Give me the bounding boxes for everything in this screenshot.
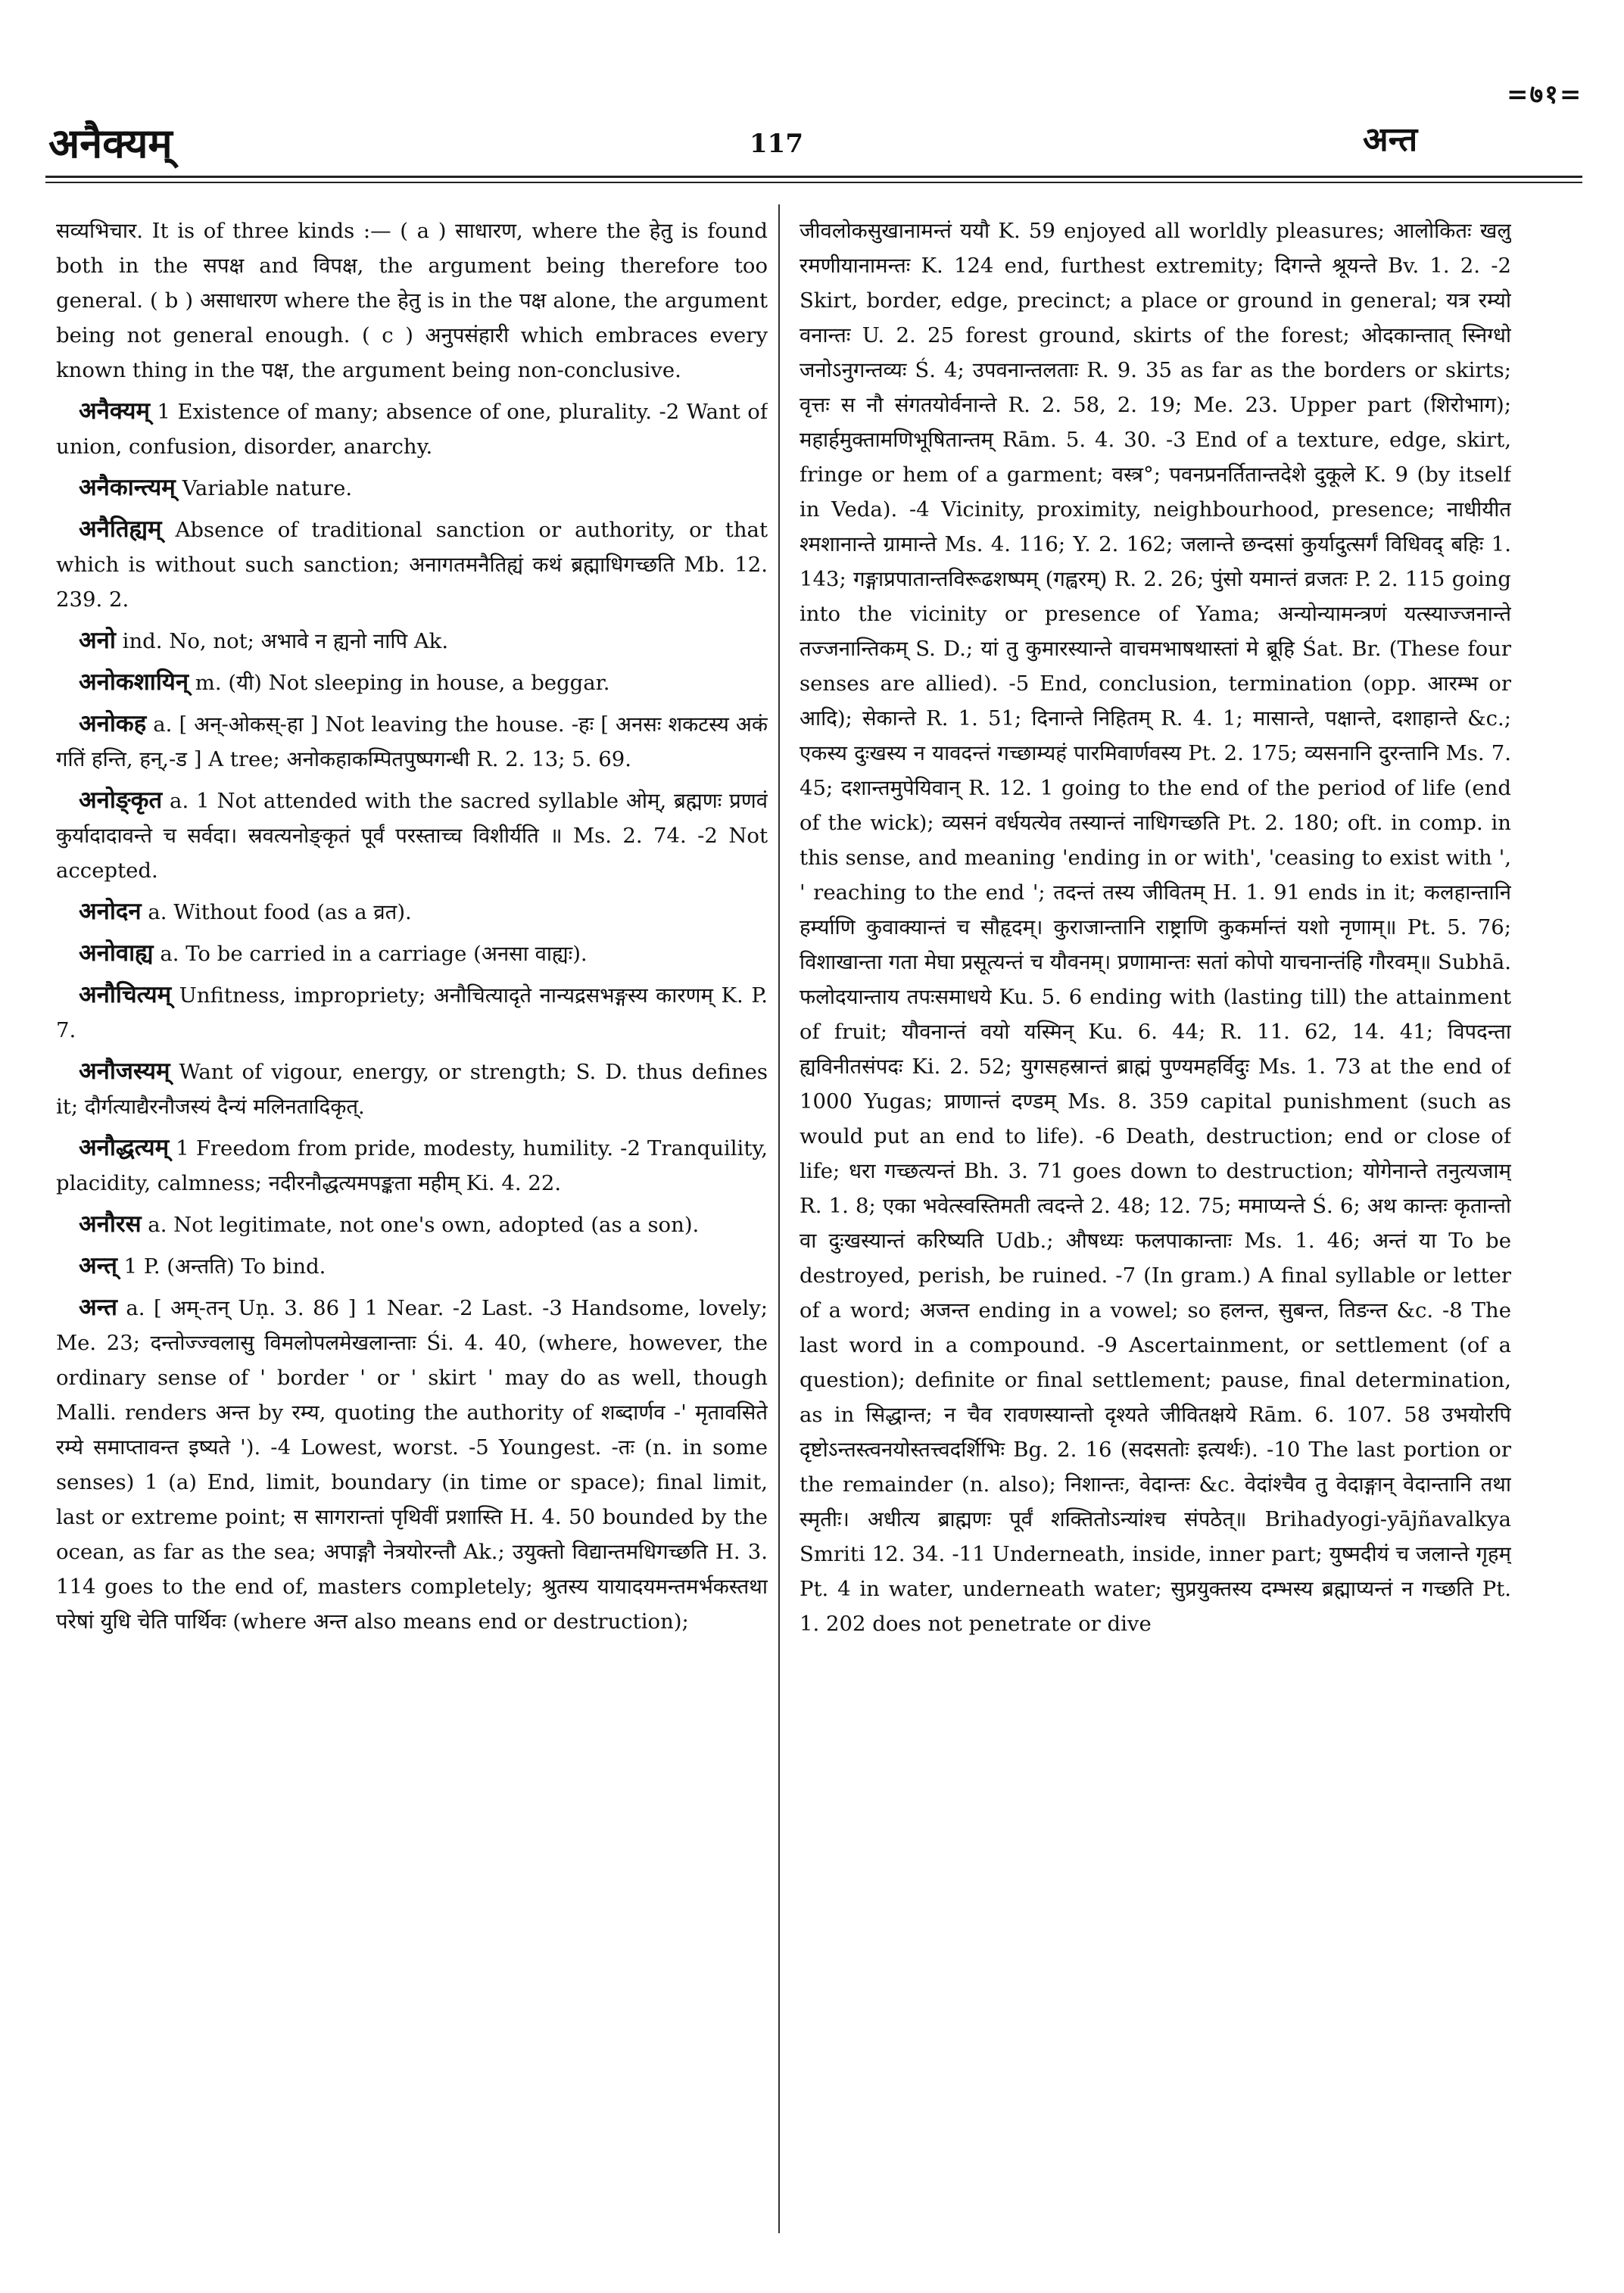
headword: अनोङ्कृत — [79, 787, 163, 814]
headword: अनैक्यम् — [79, 397, 150, 425]
left-column — [56, 213, 768, 2242]
column-divider — [778, 204, 780, 2233]
headword: अनैतिह्यम् — [79, 516, 162, 543]
entry: अनैक्यम् 1 Existence of many; absence of one, plurality. -2 Want of union, confusion, disorder, anarchy. — [56, 397, 768, 459]
headword: अनोवाह्य — [79, 939, 154, 967]
header-rule-thin — [45, 182, 1582, 183]
right-running-headword: अन्त — [1363, 120, 1418, 159]
entry: अनौजस्यम् Want of vigour, energy, or strength; S. D. thus defines it; दौर्गत्याद्यैरनौजस्यं दैन्यं मलिनतादिकृत्. — [56, 1058, 768, 1119]
entry: अनोकह a. [ अन्-ओकस्-हा ] Not leaving the house. -हः [ अनसः शकटस्य अकं गतिं हन्ति, हन्,-ड ] A tree; अनोकहाकम्पितपुष्पगन्धी R. 2. 13; 5. 69. — [56, 710, 768, 771]
headword: अनौरस — [79, 1210, 142, 1238]
entry: अनौरस a. Not legitimate, not one's own, adopted (as a son). — [79, 1210, 700, 1238]
headword: अनो — [79, 627, 116, 654]
entry: अनौद्धत्यम् 1 Freedom from pride, modesty, humility. -2 Tranquility, placidity, calmness; नदीरनौद्धत्यमपङ्कता महीम् Ki. 4. 22. — [56, 1134, 768, 1195]
headword: अन्त — [79, 1294, 117, 1321]
page-number: 117 — [750, 129, 803, 159]
headword: अनैकान्त्यम् — [79, 474, 176, 501]
left-running-headword: अनैक्यम् — [48, 119, 173, 167]
headword: अनौद्धत्यम् — [79, 1134, 170, 1161]
right-column — [800, 213, 1511, 2242]
entry: अनोङ्कृत a. 1 Not attended with the sacred syllable ओम्, ब्रह्मणः प्रणवं कुर्यादादावन्ते च सर्वदा। स्रवत्यनोङ्कृतं पूर्वं परस्ताच्च विशीर्यति ॥ Ms. 2. 74. -2 Not accepted. — [56, 787, 768, 883]
entry: अनोदन a. Without food (as a व्रत). — [79, 898, 412, 925]
headword: अनौजस्यम् — [79, 1058, 170, 1085]
corner-mark: =७१= — [1507, 79, 1583, 110]
entry: अन्त a. [ अम्-तन् Uṇ. 3. 86 ] 1 Near. -2 Last. -3 Handsome, lovely; Me. 23; दन्तोज्ज्वलासु विमलोपलमेखलान्ताः Śi. 4. 40, (where, however, the ordinary sense of ' border ' or ' skirt ' may do as well, though Malli. renders अन्त by रम्य, quoting the authority of शब्दार्णव -' मृतावसिते रम्ये समाप्तावन्त इष्यते '). -4 Lowest, worst. -5 Youngest. -तः (n. in some senses) 1 (a) End, limit, boundary (in time or space); final limit, last or extreme point; स सागरान्तां पृथिवीं प्रशास्ति H. 4. 50 bounded by the ocean, as far as the sea; अपाङ्गौ नेत्रयोरन्तौ Ak.; उयुक्तो विद्यान्तमधिगच्छति H. 3. 114 goes to the end of, masters completely; श्रुतस्य यायादयमन्तमर्भकस्तथा परेषां युधि चेति पार्थिवः (where अन्त also means end or destruction); — [56, 1294, 768, 1634]
entry-continued: सव्यभिचार. It is of three kinds :— ( a ) साधारण, where the हेतु is found both in the सपक्ष and विपक्ष, the argument being therefore too general. ( b ) असाधारण where the हेतु is in the पक्ष alone, the argument being not general enough. ( c ) अनुपसंहारी which embraces every known thing in the पक्ष, the argument being non-conclusive. — [56, 219, 768, 382]
headword: अन्त् — [79, 1252, 117, 1279]
header-rule — [45, 176, 1582, 178]
headword: अनोकशायिन् — [79, 668, 189, 696]
headword: अनोकह — [79, 710, 147, 737]
entry: अन्त् 1 P. (अन्तति) To bind. — [79, 1252, 326, 1279]
entry: अनोवाह्य a. To be carried in a carriage (अनसा वाह्यः). — [79, 939, 588, 967]
headword: अनौचित्यम् — [79, 981, 172, 1008]
entry: अनौचित्यम् Unfitness, impropriety; अनौचित्यादृते नान्यद्रसभङ्गस्य कारणम् K. P. 7. — [56, 981, 768, 1042]
entry-continued: जीवलोकसुखानामन्तं ययौ K. 59 enjoyed all worldly pleasures; आलोकितः खलु रमणीयानामन्तः K. 124 end, furthest extremity; दिगन्ते श्रूयन्ते Bv. 1. 2. -2 Skirt, border, edge, precinct; a place or ground in general; यत्र रम्यो वनान्तः U. 2. 25 forest ground, skirts of the forest; ओदकान्तात् स्निग्धो जनोऽनुगन्तव्यः Ś. 4; उपवनान्तलताः R. 9. 35 as far as the borders or skirts; वृत्तः स नौ संगतयोर्वनान्ते R. 2. 58, 2. 19; Me. 23. Upper part (शिरोभाग); महार्हमुक्तामणिभूषितान्तम् Rām. 5. 4. 30. -3 End of a texture, edge, skirt, fringe or hem of a garment; वस्त्र°; पवनप्रनर्तितान्तदेशे दुकूले K. 9 (by itself in Veda). -4 Vicinity, proximity, neighbourhood, presence; नाधीयीत श्मशानान्ते ग्रामान्ते Ms. 4. 116; Y. 2. 162; जलान्ते छन्दसां कुर्यादुत्सर्गं विधिवद् बहिः 1. 143; गङ्गाप्रपातान्तविरूढशष्पम् (गह्वरम्) R. 2. 26; पुंसो यमान्तं व्रजतः P. 2. 115 going into the vicinity or presence of Yama; अन्योन्यामन्त्रणं यत्स्याज्जनान्ते तज्जनान्तिकम् S. D.; यां तु कुमारस्यान्ते वाचमभाषथास्तां मे ब्रूहि Śat. Br. (These four senses are allied). -5 End, conclusion, termination (opp. आरम्भ or आदि); सेकान्ते R. 1. 51; दिनान्ते निहितम् R. 4. 1; मासान्ते, पक्षान्ते, दशाहान्ते &c.; एकस्य दुःखस्य न यावदन्तं गच्छाम्यहं पारमिवार्णवस्य Pt. 2. 175; व्यसनानि दुरन्तानि Ms. 7. 45; दशान्तमुपेयिवान् R. 12. 1 going to the end of the period of life (end of the wick); व्यसनं वर्धयत्येव तस्यान्तं नाधिगच्छति Pt. 2. 180; oft. in comp. in this sense, and meaning 'ending in or with', 'ceasing to exist with ', ' reaching to the end '; तदन्तं तस्य जीवितम् H. 1. 91 ends in it; कलहान्तानि हर्म्याणि कुवाक्यान्तं च सौहृदम्। कुराजान्तानि राष्ट्राणि कुकर्मान्तं यशो नृणाम्॥ Pt. 5. 76; विशाखान्ता गता मेघा प्रसूत्यन्तं च यौवनम्। प्रणामान्तः सतां कोपो याचनान्तंहि गौरवम्॥ Subhā. फलोदयान्ताय तपःसमाधये Ku. 5. 6 ending with (lasting till) the attainment of fruit; यौवनान्तं वयो यस्मिन् Ku. 6. 44; R. 11. 62, 14. 41; विपदन्ता ह्यविनीतसंपदः Ki. 2. 52; युगसहस्रान्तं ब्राह्मं पुण्यमहर्विदुः Ms. 1. 73 at the end of 1000 Yugas; प्राणान्तं दण्डम् Ms. 8. 359 capital punishment (such as would put an end to life). -6 Death, destruction; end or close of life; धरा गच्छत्यन्तं Bh. 3. 71 goes down to destruction; योगेनान्ते तनुत्यजाम् R. 1. 8; एका भवेत्स्वस्तिमती त्वदन्ते 2. 48; 12. 75; ममाप्यन्ते Ś. 6; अथ कान्तः कृतान्तो वा दुःखस्यान्तं करिष्यति Udb.; औषध्यः फलपाकान्ताः Ms. 1. 46; अन्तं या To be destroyed, perish, be ruined. -7 (In gram.) A final syllable or letter of a word; अजन्त ending in a vowel; so हलन्त, सुबन्त, तिङन्त &c. -8 The last word in a compound. -9 Ascertainment, or settlement (of a question); definite or final settlement; pause, final determination, as in सिद्धान्त; न चैव रावणस्यान्तो दृश्यते जीवितक्षये Rām. 6. 107. 58 उभयोरपि दृष्टोऽन्तस्त्वनयोस्तत्त्वदर्शिभिः Bg. 2. 16 (सदसतोः इत्यर्थः). -10 The last portion or the remainder (n. also); निशान्तः, वेदान्तः &c. वेदांश्चैव तु वेदाङ्गान् वेदान्तानि तथा स्मृतीः। अधीत्य ब्राह्मणः पूर्वं शक्तितोऽन्यांश्च संपठेत्॥ Brihadyogi-yājñavalkya Smriti 12. 34. -11 Underneath, inside, inner part; युष्मदीयं च जलान्ते गृहम् Pt. 4 in water, underneath water; सुप्रयुक्तस्य दम्भस्य ब्रह्माप्यन्तं न गच्छति Pt. 1. 202 does not penetrate or dive — [800, 219, 1511, 1636]
entry: अनैतिह्यम् Absence of traditional sanction or authority, or that which is without such sanction; अनागतमनैतिह्यं कथं ब्रह्माधिगच्छति Mb. 12. 239. 2. — [56, 516, 768, 612]
entry: अनो ind. No, not; अभावे न ह्यनो नापि Ak. — [79, 627, 449, 654]
entry: अनोकशायिन् m. (यी) Not sleeping in house, a beggar. — [79, 668, 610, 696]
entry: अनैकान्त्यम् Variable nature. — [79, 474, 353, 501]
headword: अनोदन — [79, 898, 142, 925]
